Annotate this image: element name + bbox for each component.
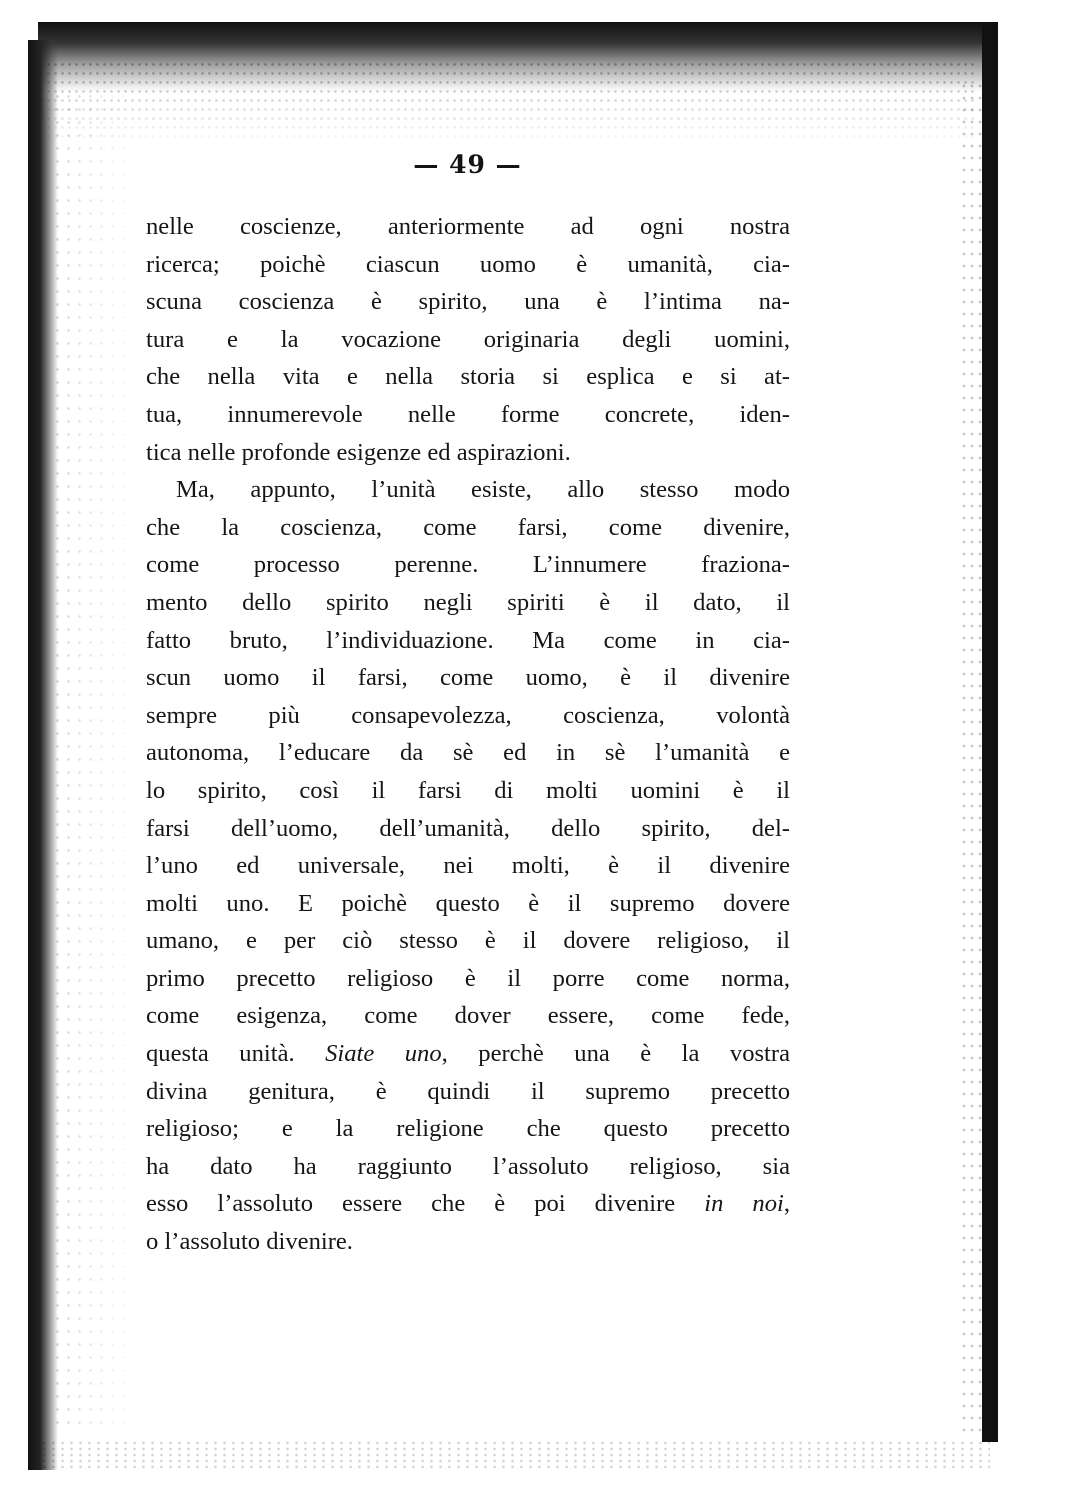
text-line — [146, 1185, 790, 1223]
text-line: farsi dell’uomo, dell’umanità, dello spirito, del- — [146, 814, 790, 842]
body-text — [146, 208, 790, 1261]
scan-noise-bottom — [40, 1440, 990, 1470]
scan-noise-top — [38, 60, 978, 150]
text-line: fatto bruto, l’individuazione. Ma come in cia- — [146, 626, 790, 654]
text-line: nelle coscienze, anteriormente ad ogni nostra — [146, 213, 790, 240]
text-line: tua, innumerevole nelle forme concrete, iden- — [146, 400, 790, 428]
text-line: come processo perenne. L’innumere fraziona- — [146, 551, 790, 579]
paragraph-1 — [146, 208, 790, 471]
text-line: scun uomo il farsi, come uomo, è il divenire — [146, 664, 790, 692]
text-line — [146, 1035, 790, 1073]
text-line: o l’assoluto divenire. — [146, 1228, 353, 1256]
text-run: esso l’assoluto essere che è poi divenire — [146, 1190, 705, 1218]
text-line: primo precetto religioso è il porre come norma, — [146, 964, 790, 992]
text-line: mento dello spirito negli spiriti è il dato, il — [146, 588, 790, 616]
text-line: lo spirito, così il farsi di molti uomini è il — [146, 776, 790, 804]
text-line: divina genitura, è quindi il supremo precetto — [146, 1077, 790, 1105]
text-line: l’uno ed universale, nei molti, è il divenire — [146, 852, 790, 880]
text-line: umano, e per ciò stesso è il dovere religioso, il — [146, 927, 790, 955]
text-line: religioso; e la religione che questo precetto — [146, 1115, 790, 1143]
text-line: sempre più consapevolezza, coscienza, volontà — [146, 701, 790, 729]
text-line: ricerca; poichè ciascun uomo è umanità, cia- — [146, 250, 790, 278]
scan-noise-left — [52, 90, 142, 1430]
scan-edge-right — [982, 22, 998, 1442]
text-line: ha dato ha raggiunto l’assoluto religioso, sia — [146, 1152, 790, 1180]
text-line: scuna coscienza è spirito, una è l’intima na- — [146, 288, 790, 316]
text-line: che nella vita e nella storia si esplica e si at- — [146, 363, 790, 391]
text-run: , — [783, 1190, 790, 1218]
text-run: questa unità. — [146, 1040, 326, 1068]
text-run: , perchè una è la vostra — [441, 1040, 790, 1068]
text-line: come esigenza, come dover essere, come fede, — [146, 1002, 790, 1030]
italic-phrase: Siate uno — [325, 1040, 442, 1068]
text-line: autonoma, l’educare da sè ed in sè l’umanità e — [146, 739, 790, 767]
text-line: Ma, appunto, l’unità esiste, allo stesso modo — [176, 476, 790, 504]
text-line: tica nelle profonde esigenze ed aspirazioni. — [146, 438, 571, 466]
text-line: molti uno. E poichè questo è il supremo dovere — [146, 889, 790, 917]
text-line: che la coscienza, come farsi, come divenire, — [146, 513, 790, 541]
paragraph-2 — [146, 471, 790, 1260]
page-number: — 49 — — [413, 150, 522, 179]
text-line: tura e la vocazione originaria degli uomini, — [146, 325, 790, 353]
italic-phrase: in noi — [704, 1190, 784, 1218]
scan-noise-right — [960, 80, 984, 1440]
